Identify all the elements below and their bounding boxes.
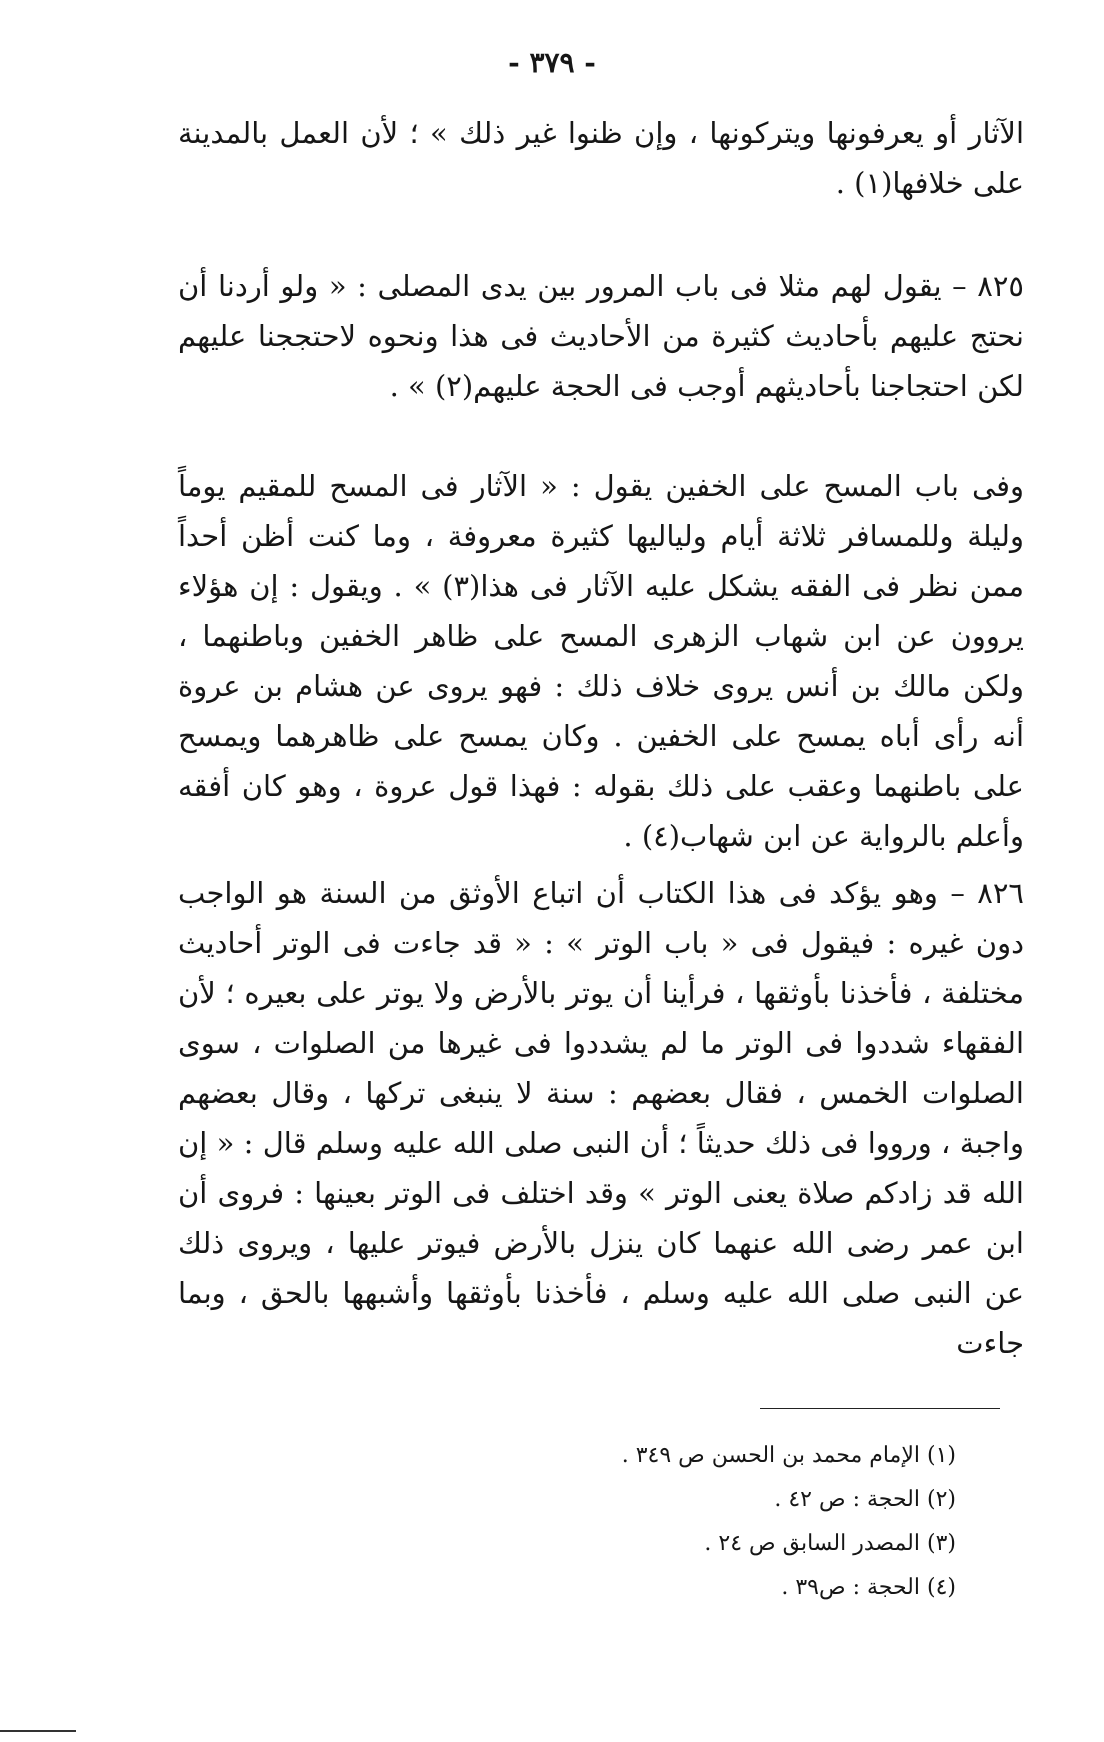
paragraph-intro	[178, 108, 1024, 208]
paragraph-text: الآثار أو يعرفونها ويتركونها ، وإن ظنوا غير ذلك » ؛ لأن العمل بالمدينة على خلافها(١) .	[178, 116, 1024, 200]
paragraph-text: ٨٢٥ – يقول لهم مثلا فى باب المرور بين يدى المصلى : « ولو أردنا أن نحتج عليهم بأحاديث كثيرة من الأحاديث فى هذا ونحوه لاحتججنا عليهم لكن احتجاجنا بأحاديثهم أوجب فى الحجة عليهم(٢) » .	[178, 269, 1024, 403]
paragraph-text: ٨٢٦ – وهو يؤكد فى هذا الكتاب أن اتباع الأوثق من السنة هو الواجب دون غيره : فيقول فى « باب الوتر » : « قد جاءت فى الوتر أحاديث مختلفة ، فأخذنا بأوثقها ، فرأينا أن يوتر بالأرض ولا يوتر على بعيره ؛ لأن الفقهاء شددوا فى الوتر ما لم يشددوا فى غيرها من الصلوات ، سوى الصلوات الخمس ، فقال بعضهم : سنة لا ينبغى تركها ، وقال بعضهم واجبة ، ورووا فى ذلك حديثاً ؛ أن النبى صلى الله عليه وسلم قال : « إن الله قد زادكم صلاة يعنى الوتر » وقد اختلف فى الوتر بعينها : فروى أن ابن عمر رضى الله عنهما كان ينزل بالأرض فيوتر عليها ، ويروى ذلك عن النبى صلى الله عليه وسلم ، فأخذنا بأوثقها وأشبهها بالحق ، وبما جاءت	[178, 876, 1024, 1360]
paragraph-826	[178, 868, 1024, 1368]
footnote-4: (٤) الحجة : ص٣٩ .	[781, 1575, 956, 1600]
footnote-3: (٣) المصدر السابق ص ٢٤ .	[704, 1531, 956, 1556]
paragraph-khuffain	[178, 461, 1024, 861]
paragraph-text: وفى باب المسح على الخفين يقول : « الآثار فى المسح للمقيم يوماً وليلة وللمسافر ثلاثة أيام ولياليها كثيرة معروفة ، وما كنت أظن أحداً ممن نظر فى الفقه يشكل عليه الآثار فى هذا(٣) » . ويقول : إن هؤلاء يروون عن ابن شهاب الزهرى المسح على ظاهر الخفين وباطنهما ، ولكن مالك بن أنس يروى خلاف ذلك : فهو يروى عن هشام بن عروة أنه رأى أباه يمسح على الخفين . وكان يمسح على ظاهرهما ويمسح على باطنهما وعقب على ذلك بقوله : فهذا قول عروة ، وهو كان أفقه وأعلم بالرواية عن ابن شهاب(٤) .	[178, 469, 1024, 853]
footnote-2: (٢) الحجة : ص ٤٢ .	[774, 1487, 956, 1512]
scan-edge-mark	[0, 1730, 76, 1732]
footnotes	[520, 1434, 956, 1610]
page-number: - ٣٧٩ -	[508, 46, 596, 79]
paragraph-825	[178, 261, 1024, 411]
footnote-1: (١) الإمام محمد بن الحسن ص ٣٤٩ .	[621, 1443, 956, 1468]
footnote-divider	[760, 1408, 1000, 1409]
